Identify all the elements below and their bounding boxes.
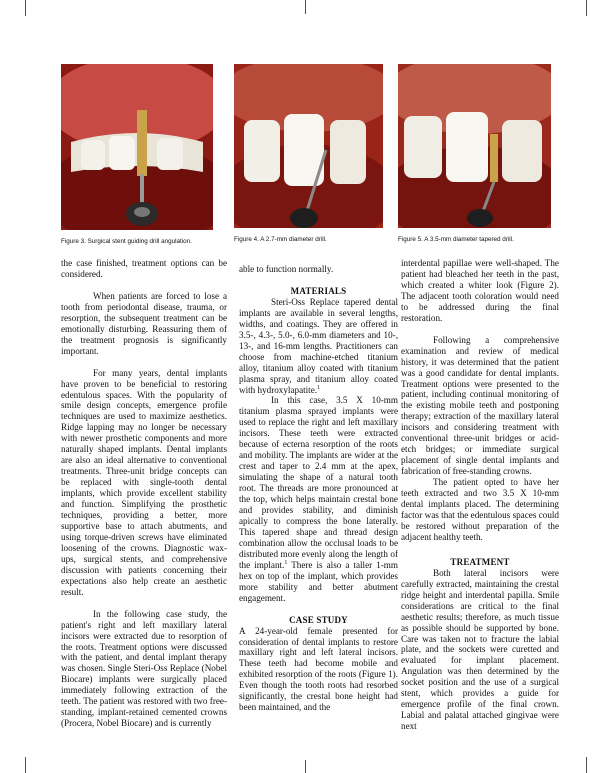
figure-5-photo [398,64,551,228]
paragraph [239,395,398,603]
figure-5-caption: Figure 5. A 3.5-mm diameter tapered drill. [398,236,514,243]
section-heading-materials: MATERIALS [290,285,347,296]
paragraph-text: In this case, 3.5 X 10-mm titanium plasma sprayed implants were used to replace the right and left maxillary incisors. These teeth were extracted because of ecterna resorption of the roots and mobility. The implants are wider at the crest and taper to 2.4 mm at the apex, simulating the shape of a natural tooth root. The threads are more pronounced at the top, which helps maintain crestal bone and provides stability, and diminish apically to compress the bone laterally. This tapered shape and thread design combination allow the occlusal loads to be distributed more evenly along the length of the implant. [239,395,398,570]
text-column-2 [239,258,398,713]
section-heading-treatment: TREATMENT [450,556,510,567]
figure-3-caption: Figure 3. Surgical stent guiding drill angulation. [61,238,192,245]
paragraph: able to function normally. [239,264,334,274]
paragraph: The patient opted to have her teeth extracted and two 3.5 X 10-mm dental implants placed. The determining factor was that the edentulous spaces could be restored without preparation of the adjacent healthy teeth. [401,477,559,542]
figure-3-photo [61,64,213,230]
paragraph: For many years, dental implants have proven to be beneficial to restoring edentulous spaces. With the popularity of smile design concepts, emergence profile techniques are used to maximize aesthetics. Ridge lapping may no longer be necessary with newer prosthetic components and more naturally shaped implants. Dental implants are also an ideal alternative to conventional treatments. Three-unit bridge concepts can be replaced with single-tooth dental implants, which provide excellent stability and function. Simplifying the prosthetic techniques, providing a better, more supportive base to attach abutments, and using torque-driven screws have eliminated loosening of the crowns. Diagnostic wax-ups, surgical stents, and comprehensive discussion with patients concerning their expectations also help create an aesthetic result. [61,367,227,597]
text-column-1 [61,258,227,729]
paragraph: A 24-year-old female presented for consideration of dental implants to restore maxillary right and left lateral incisors. These teeth had become mobile and exhibited resorption of the roots (Figure 1). Even though the tooth roots had resorbed significantly, the crestal bone height had been maintained, and the [239,625,398,713]
figure-4-photo [234,64,383,228]
crop-mark-top-left [25,0,26,16]
paragraph-text: There is also a taller 1-mm hex on top of the implant, which provides more stability and better abutment engagement. [239,559,398,603]
figure-4-caption: Figure 4. A 2.7-mm diameter drill. [234,236,327,243]
reference-mark: 1 [284,559,288,566]
paragraph: Following a comprehensive examination and review of medical history, it was determined that the patient was a good candidate for dental implants. Treatment options were presented to the patient, including continual monitoring of the existing mobile teeth and postponing therapy; extraction of the maxillary lateral incisors and considering treatment with conventional three-unit bridges or acid-etch bridges; or immediate surgical placement of single dental implants and fabrication of free-standing crowns. [401,334,559,477]
text-column-3 [401,258,559,732]
crop-mark-top-right [586,0,587,16]
crop-mark-bottom-right [586,757,587,773]
paragraph: When patients are forced to lose a tooth from periodontal disease, trauma, or resorption, the subsequent treatment can be emotionally disturbing. Reassuring them of the treatment prognosis is significantly important. [61,290,227,356]
section-heading-case-study: CASE STUDY [289,614,348,625]
crop-mark-top-mid [305,0,306,14]
crop-mark-bottom-left [25,757,26,773]
reference-mark: 1 [317,384,321,391]
paragraph: interdental papillae were well-shaped. The patient had bleached her teeth in the past, which created a whiter look (Figure 2). The adjacent tooth coloration would need to be addressed during the final restoration. [401,258,559,323]
paragraph: Both lateral incisors were carefully extracted, maintaining the crestal ridge height and interdental papilla. Smile considerations are critical to the final aesthetic results; therefore, as much tissue as possible should be supported by bone. Care was taken not to fracture the labial plate, and the sockets were curetted and evaluated for implant placement. Angulation was then determined by the socket position and the use of a surgical stent, which provides a guide for emergence profile of the final crown. Labial and palatal attached gingivae were next [401,567,559,732]
crop-mark-bottom-mid [305,760,306,773]
paragraph [239,297,398,396]
paragraph: In the following case study, the patient's right and left maxillary lateral incisors were extracted due to resorption of the roots. Treatment options were discussed with the patient, and dental implant therapy was chosen. Single Steri-Oss Replace (Nobel Biocare) implants were surgically placed immediately following extraction of the teeth. The patient was restored with two free-standing, implant-retained cemented crowns (Procera, Nobel Biocare) and is currently [61,608,227,729]
paragraph-text: Steri-Oss Replace tapered dental implants are available in several lengths, widths, and coatings. They are offered in 3.5-, 4.3-, 5.0-, 6.0-mm diameters and 10-, 13-, and 16-mm lengths. Practitioners can choose from machine-etched titanium alloy, titanium alloy coated with titanium plasma spray, and titanium alloy coated with hydroxylapatite. [239,296,398,395]
paragraph: the case finished, treatment options can be considered. [61,258,227,279]
